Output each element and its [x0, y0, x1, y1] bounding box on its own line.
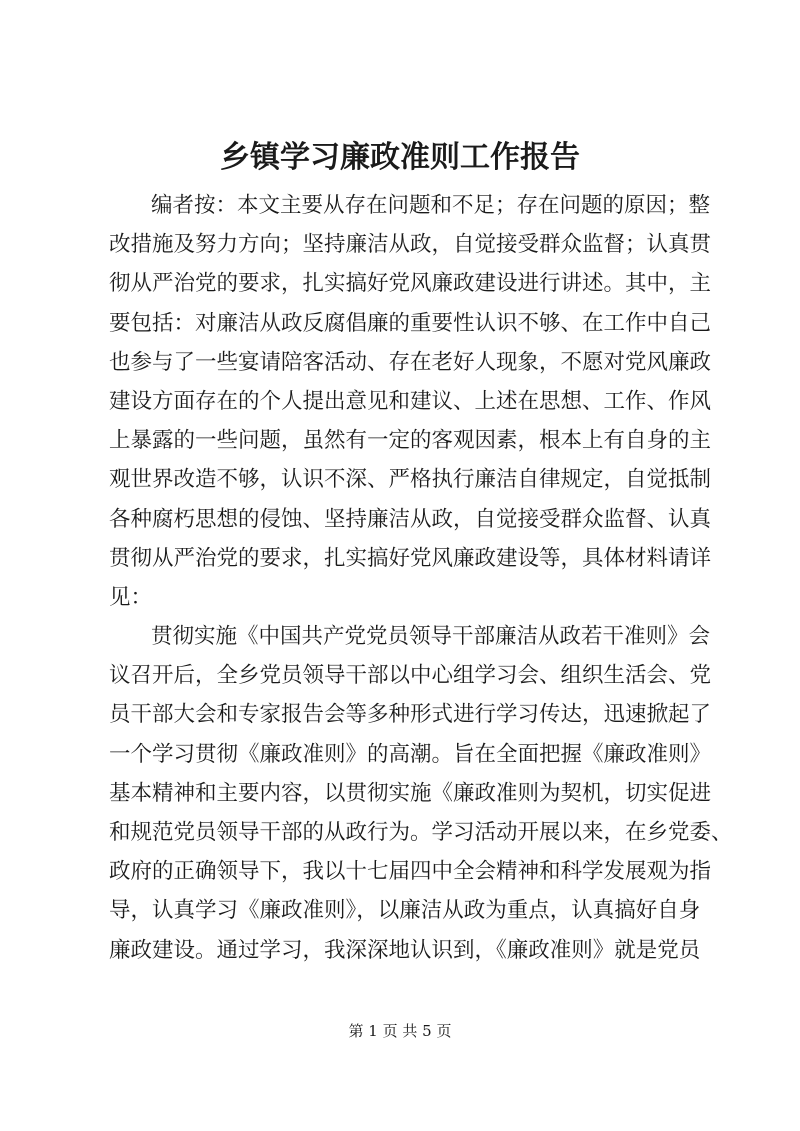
text-line: 彻从严治党的要求，扎实搞好党风廉政建设进行讲述。其中，主 — [109, 271, 712, 297]
text-line: 建设方面存在的个人提出意见和建议、上述在思想、工作、作风 — [109, 388, 712, 414]
text-line: 基本精神和主要内容，以贯彻实施《廉政准则为契机，切实促进 — [109, 780, 712, 806]
text-line: 编者按：本文主要从存在问题和不足；存在问题的原因；整 — [151, 193, 711, 218]
text-line: 一个学习贯彻《廉政准则》的高潮。旨在全面把握《廉政准则》 — [109, 741, 712, 767]
document-title: 乡镇学习廉政准则工作报告 — [220, 140, 580, 175]
document-body — [109, 186, 733, 970]
text-line: 见： — [109, 584, 153, 610]
text-line: 员干部大会和专家报告会等多种形式进行学习传达，迅速掀起了 — [109, 702, 712, 728]
text-line: 议召开后，全乡党员领导干部以中心组学习会、组织生活会、党 — [109, 663, 712, 689]
text-line: 贯彻实施《中国共产党党员领导干部廉洁从政若干准则》会 — [151, 624, 711, 650]
text-line: 廉政建设。通过学习，我深深地认识到，《廉政准则》就是党员 — [109, 937, 701, 963]
text-line: 改措施及努力方向；坚持廉洁从政，自觉接受群众监督；认真贯 — [109, 232, 712, 258]
paragraph-body — [109, 617, 733, 970]
text-line: 政府的正确领导下，我以十七届四中全会精神和科学发展观为指 — [109, 859, 712, 885]
page-number-footer: 第 1 页 共 5 页 — [348, 1022, 452, 1040]
text-line: 也参与了一些宴请陪客活动、存在老好人现象，不愿对党风廉政 — [109, 349, 712, 375]
text-line: 要包括：对廉洁从政反腐倡廉的重要性认识不够、在工作中自己 — [109, 310, 712, 336]
text-line: 上暴露的一些问题，虽然有一定的客观因素，根本上有自身的主 — [109, 428, 712, 454]
text-line: 导，认真学习《廉政准则》，以廉洁从政为重点，认真搞好自身 — [109, 898, 701, 924]
text-line: 和规范党员领导干部的从政行为。学习活动开展以来，在乡党委、 — [109, 820, 733, 845]
paragraph-editor-note — [109, 186, 712, 617]
text-line: 贯彻从严治党的要求，扎实搞好党风廉政建设等，具体材料请详 — [109, 545, 712, 571]
text-line: 各种腐朽思想的侵蚀、坚持廉洁从政，自觉接受群众监督、认真 — [109, 506, 712, 532]
text-line: 观世界改造不够，认识不深、严格执行廉洁自律规定，自觉抵制 — [109, 467, 712, 493]
